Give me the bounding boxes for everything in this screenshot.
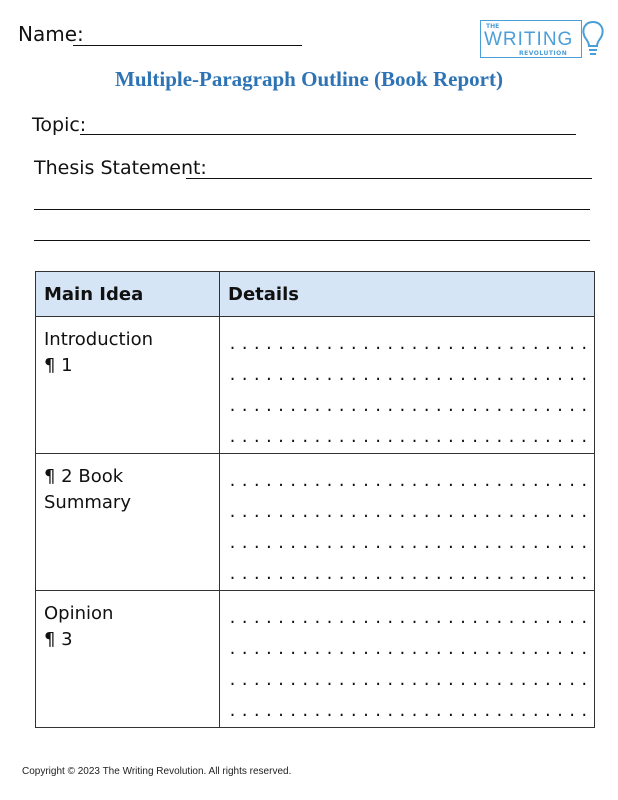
dotted-line: [228, 603, 588, 634]
main-idea-text: Introduction: [44, 329, 154, 350]
dotted-line: [228, 466, 588, 497]
dotted-line: [228, 497, 588, 528]
name-label: Name:: [18, 22, 84, 46]
table-row: [36, 317, 595, 454]
details-cell[interactable]: [220, 454, 595, 591]
details-header: Details: [220, 272, 595, 317]
thesis-label: Thesis Statement:: [34, 157, 207, 179]
main-idea-text: ¶ 2 Book Summary: [44, 466, 131, 513]
thesis-field-line-1[interactable]: [186, 178, 592, 179]
dotted-line: [228, 696, 588, 727]
topic-field-line[interactable]: [80, 134, 576, 135]
copyright-notice: Copyright © 2023 The Writing Revolution. All rights reserved.: [22, 766, 292, 777]
logo-the-text: THE: [486, 23, 500, 30]
paragraph-number: ¶ 1: [44, 355, 73, 376]
paragraph-number: ¶ 3: [44, 629, 73, 650]
thesis-field-line-2[interactable]: [34, 209, 590, 210]
main-idea-cell: [36, 591, 220, 728]
table-row: [36, 454, 595, 591]
dotted-line: [228, 559, 588, 590]
dotted-line: [228, 422, 588, 453]
topic-label: Topic:: [32, 114, 87, 136]
main-idea-cell: [36, 317, 220, 454]
dotted-line: [228, 329, 588, 360]
page-title: Multiple-Paragraph Outline (Book Report): [115, 67, 503, 91]
dotted-line: [228, 528, 588, 559]
name-field-line[interactable]: [73, 45, 302, 46]
main-idea-cell: [36, 454, 220, 591]
details-cell[interactable]: [220, 591, 595, 728]
lightbulb-icon: [580, 18, 606, 62]
main-idea-text: Opinion: [44, 603, 114, 624]
table-header-row: [36, 272, 595, 317]
dotted-line: [228, 360, 588, 391]
dotted-line: [228, 634, 588, 665]
main-idea-header: Main Idea: [36, 272, 220, 317]
logo-writing-text: WRITING: [484, 29, 574, 50]
outline-table: [35, 271, 595, 728]
dotted-line: [228, 391, 588, 422]
details-cell[interactable]: [220, 317, 595, 454]
logo-frame: [480, 20, 582, 58]
writing-revolution-logo: [480, 18, 605, 62]
dotted-line: [228, 665, 588, 696]
logo-revolution-text: REVOLUTION: [519, 50, 568, 57]
table-row: [36, 591, 595, 728]
thesis-field-line-3[interactable]: [34, 240, 590, 241]
